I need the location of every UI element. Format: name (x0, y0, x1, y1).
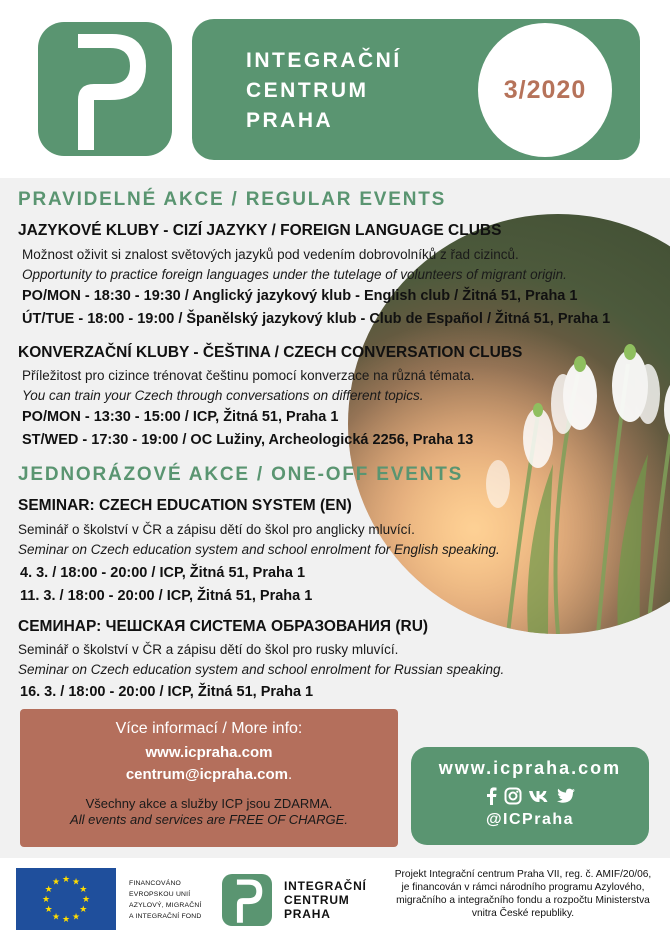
eu-flag (16, 868, 116, 930)
icp-logo-mark-icon (38, 22, 172, 156)
seminar-en-heading: SEMINAR: CZECH EDUCATION SYSTEM (EN) (18, 497, 352, 514)
footer-icp-logo-mark-icon (222, 874, 272, 926)
oneoff-events-title: JEDNORÁZOVÉ AKCE / ONE-OFF EVENTS (18, 464, 464, 485)
eu-star-icon: ★ (44, 884, 53, 894)
footer-org-name (284, 879, 367, 921)
language-clubs-heading: JAZYKOVÉ KLUBY - CIZÍ JAZYKY / FOREIGN LANGUAGE CLUBS (18, 222, 502, 239)
eu-star-icon: ★ (71, 876, 81, 887)
conversation-clubs-heading: KONVERZAČNÍ KLUBY - ČEŠTINA / CZECH CONVERSATION CLUBS (18, 344, 523, 361)
vk-icon[interactable] (528, 787, 550, 805)
org-name-line1: INTEGRAČNÍ (246, 49, 402, 72)
web-box-url[interactable]: www.icpraha.com (438, 758, 622, 778)
eu-star-icon: ★ (41, 894, 51, 904)
issue-number: 3/2020 (503, 75, 587, 104)
social-icons (411, 787, 649, 807)
seminar-ru-desc-en: Seminar on Czech education system and school enrolment for Russian speaking. (18, 662, 505, 677)
footer-org-line: CENTRUM (284, 893, 350, 907)
issue-badge (478, 23, 612, 157)
project-note-line: vnitra České republiky. (471, 908, 575, 919)
social-handle[interactable]: @ICPraha (485, 811, 575, 828)
more-info-title: Více informací / More info: (115, 720, 303, 737)
project-note-line: je financován v rámci národního programu Azylového, (401, 882, 645, 893)
more-info-email-link[interactable]: centrum@icpraha.com (125, 766, 288, 783)
language-club-event: PO/MON - 18:30 - 19:30 / Anglický jazykový klub - English club / Žitná 51, Praha 1 (22, 288, 578, 304)
footer-icp-logo (222, 874, 272, 926)
seminar-ru-desc-cs: Seminář o školství v ČR a zápisu dětí do škol pro rusky mluvící. (18, 642, 399, 657)
more-info-box (20, 709, 398, 847)
seminar-ru-heading: СЕМИНАР: ЧЕШСКАЯ СИСТЕМА ОБРАЗОВАНИЯ (RU) (18, 618, 429, 635)
footer-org-line: PRAHA (284, 907, 331, 921)
org-name-line2: CENTRUM (246, 79, 369, 102)
seminar-en-desc-cs: Seminář o školství v ČR a zápisu dětí do škol pro anglicky mluvící. (18, 522, 415, 537)
eu-star-icon: ★ (51, 876, 61, 887)
eu-star-icon: ★ (51, 911, 61, 922)
eu-funding-line: AZYLOVÝ, MIGRAČNÍ (129, 902, 202, 909)
project-note-line: migračního a integračního fondu a rozpočtu Ministerstva (396, 895, 650, 906)
more-info-web-link[interactable]: www.icpraha.com (145, 744, 273, 761)
seminar-en-event: 11. 3. / 18:00 - 20:00 / ICP, Žitná 51, Praha 1 (20, 588, 313, 604)
language-club-event: ÚT/TUE - 18:00 - 19:00 / Španělský jazykový klub - Club de Español / Žitná 51, Praha 1 (22, 311, 611, 327)
more-info-email-suffix: . (288, 766, 293, 783)
language-clubs-desc-en: Opportunity to practice foreign languages under the tutelage of volunteers of migrant origin. (22, 267, 567, 282)
eu-star-icon: ★ (79, 884, 88, 894)
project-note (380, 868, 666, 920)
footer-org-line: INTEGRAČNÍ (284, 879, 367, 893)
free-note-en: All events and services are FREE OF CHARGE. (70, 812, 348, 827)
conversation-clubs-desc-en: You can train your Czech through conversations on different topics. (22, 388, 424, 403)
facebook-icon[interactable] (484, 787, 498, 805)
conversation-clubs-desc-cs: Příležitost pro cizince trénovat češtinu pomocí konverzace na různá témata. (22, 368, 475, 383)
project-note-line: Projekt Integrační centrum Praha VII, reg. č. AMIF/20/06, (394, 869, 652, 880)
eu-star-icon: ★ (61, 874, 71, 884)
eu-funding-line: A INTEGRAČNÍ FOND (129, 913, 202, 920)
eu-funding-line: FINANCOVÁNO (129, 880, 182, 887)
eu-funding-line: EVROPSKOU UNIÍ (129, 891, 191, 898)
language-clubs-desc-cs: Možnost oživit si znalost světových jazyků pod vedením dobrovolníků z řad cizinců. (22, 247, 519, 262)
instagram-icon[interactable] (504, 787, 522, 805)
eu-star-icon: ★ (61, 914, 71, 924)
eu-funding-text (129, 878, 202, 922)
org-name-line3: PRAHA (246, 109, 334, 132)
eu-star-icon: ★ (81, 894, 91, 904)
conversation-club-event: ST/WED - 17:30 - 19:00 / OC Lužiny, Archeologická 2256, Praha 13 (22, 432, 474, 448)
eu-star-icon: ★ (44, 904, 53, 914)
eu-stars-icon (16, 868, 116, 930)
web-social-box (411, 747, 649, 845)
regular-events-title: PRAVIDELNÉ AKCE / REGULAR EVENTS (18, 189, 447, 210)
icp-logo (38, 22, 172, 156)
seminar-en-desc-en: Seminar on Czech education system and school enrolment for English speaking. (18, 542, 500, 557)
eu-star-icon: ★ (71, 911, 81, 922)
seminar-en-event: 4. 3. / 18:00 - 20:00 / ICP, Žitná 51, Praha 1 (20, 565, 306, 581)
conversation-club-event: PO/MON - 13:30 - 15:00 / ICP, Žitná 51, Praha 1 (22, 409, 339, 425)
eu-star-icon: ★ (79, 904, 88, 914)
twitter-icon[interactable] (556, 787, 576, 805)
org-name (246, 46, 402, 136)
free-note-cs: Všechny akce a služby ICP jsou ZDARMA. (85, 796, 333, 811)
seminar-ru-event: 16. 3. / 18:00 - 20:00 / ICP, Žitná 51, Praha 1 (20, 684, 314, 700)
